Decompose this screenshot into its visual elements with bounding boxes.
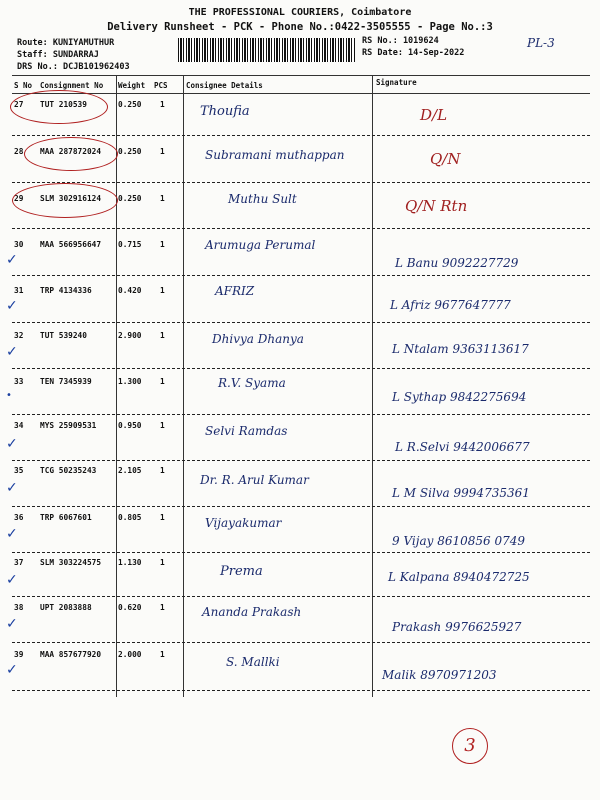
- check-mark-icon: ✓: [6, 252, 18, 268]
- runsheet-title: Delivery Runsheet - PCK - Phone No.:0422-3505555 - Page No.:3: [107, 21, 493, 33]
- row-consignee: Subramani muthappan: [205, 148, 345, 162]
- row-pcs: 1: [160, 558, 165, 567]
- row-consignment: TEN 7345939: [40, 377, 92, 386]
- row-pcs: 1: [160, 377, 165, 386]
- red-circle-mark: [24, 137, 118, 171]
- page-mark-circle: 3: [452, 728, 488, 764]
- row-consignee: S. Mallki: [226, 655, 280, 669]
- row-weight: 1.130: [118, 558, 142, 567]
- row-sno: 32: [14, 331, 24, 340]
- row-divider: [12, 552, 590, 553]
- row-signature: L Kalpana 8940472725: [388, 570, 530, 584]
- row-divider: [12, 414, 590, 415]
- row-pcs: 1: [160, 466, 165, 475]
- row-weight: 0.620: [118, 603, 142, 612]
- row-signature: Prakash 9976625927: [392, 620, 522, 634]
- row-consignment: MAA 857677920: [40, 650, 102, 659]
- row-consignment: TUT 539240: [40, 331, 87, 340]
- row-divider: [12, 368, 590, 369]
- row-sno: 37: [14, 558, 24, 567]
- red-circle-mark: [10, 90, 108, 124]
- row-consignee: Dr. R. Arul Kumar: [200, 473, 309, 487]
- row-pcs: 1: [160, 421, 165, 430]
- row-pcs: 1: [160, 194, 165, 203]
- row-pcs: 1: [160, 240, 165, 249]
- row-divider: [12, 182, 590, 183]
- row-consignment: TCG 50235243: [40, 466, 97, 475]
- row-sno: 31: [14, 286, 24, 295]
- row-consignee: Dhivya Dhanya: [212, 332, 304, 346]
- row-pcs: 1: [160, 331, 165, 340]
- row-divider: [12, 690, 590, 691]
- row-signature: L Ntalam 9363113617: [392, 342, 529, 356]
- row-consignment: UPT 2083888: [40, 603, 92, 612]
- row-pcs: 1: [160, 100, 165, 109]
- staff-label: Staff: SUNDARRAJ: [17, 50, 99, 60]
- row-weight: 0.805: [118, 513, 142, 522]
- row-weight: 2.000: [118, 650, 142, 659]
- check-mark-icon: ✓: [6, 480, 18, 496]
- row-consignee: Thoufia: [200, 104, 250, 119]
- check-mark-icon: ✓: [6, 436, 18, 452]
- row-consignment: TRP 6067601: [40, 513, 92, 522]
- drs-number: DRS No.: DCJB101962403: [17, 62, 130, 72]
- row-sno: 30: [14, 240, 24, 249]
- row-signature: Malik 8970971203: [382, 668, 497, 682]
- row-sno: 27: [14, 100, 24, 109]
- divider-weight: [116, 75, 117, 697]
- dot-mark-icon: •: [6, 390, 12, 401]
- col-weight: Weight: [118, 81, 146, 90]
- header-top-rule: [12, 75, 590, 76]
- divider-signature: [372, 75, 373, 697]
- col-sno: S No: [14, 81, 33, 90]
- row-weight: 0.250: [118, 147, 142, 156]
- check-mark-icon: ✓: [6, 662, 18, 678]
- row-divider: [12, 275, 590, 276]
- row-divider: [12, 322, 590, 323]
- row-consignee: Vijayakumar: [205, 516, 282, 530]
- check-mark-icon: ✓: [6, 344, 18, 360]
- row-divider: [12, 135, 590, 136]
- col-pcs: PCS: [154, 81, 168, 90]
- row-consignment: TUT 210539: [40, 100, 87, 109]
- red-circle-mark: [12, 183, 118, 218]
- row-divider: [12, 228, 590, 229]
- company-title: THE PROFESSIONAL COURIERS, Coimbatore: [188, 7, 412, 18]
- divider-consignee: [183, 75, 184, 697]
- row-divider: [12, 460, 590, 461]
- check-mark-icon: ✓: [6, 572, 18, 588]
- row-signature: L M Silva 9994735361: [392, 486, 530, 500]
- row-consignee: Selvi Ramdas: [205, 424, 288, 438]
- col-signature: Signature: [376, 78, 417, 87]
- row-consignee: Prema: [220, 564, 263, 579]
- rs-date: RS Date: 14-Sep-2022: [362, 48, 465, 58]
- row-signature: L Afriz 9677647777: [390, 298, 511, 312]
- row-pcs: 1: [160, 147, 165, 156]
- row-sno: 34: [14, 421, 24, 430]
- row-sno: 38: [14, 603, 24, 612]
- row-consignee: Muthu Sult: [228, 192, 297, 206]
- row-sno: 28: [14, 147, 24, 156]
- row-consignment: SLM 303224575: [40, 558, 102, 567]
- row-weight: 0.420: [118, 286, 142, 295]
- row-signature: Q/N Rtn: [405, 197, 468, 215]
- row-consignment: MAA 566956647: [40, 240, 102, 249]
- row-weight: 0.250: [118, 194, 142, 203]
- row-weight: 0.715: [118, 240, 142, 249]
- row-consignment: MAA 287872024: [40, 147, 102, 156]
- row-signature: L R.Selvi 9442006677: [395, 440, 530, 454]
- row-pcs: 1: [160, 603, 165, 612]
- check-mark-icon: ✓: [6, 616, 18, 632]
- rs-number: RS No.: 1019624: [362, 36, 439, 46]
- barcode-image: [178, 38, 355, 62]
- row-consignment: SLM 302916124: [40, 194, 102, 203]
- corner-note: PL-3: [527, 36, 555, 50]
- row-consignee: AFRIZ: [215, 284, 255, 298]
- row-weight: 0.250: [118, 100, 142, 109]
- col-consignment: Consignment No: [40, 81, 104, 90]
- row-signature: L Sythap 9842275694: [392, 390, 527, 404]
- row-sno: 33: [14, 377, 24, 386]
- row-weight: 1.300: [118, 377, 142, 386]
- row-divider: [12, 642, 590, 643]
- row-divider: [12, 506, 590, 507]
- row-consignee: Ananda Prakash: [202, 605, 302, 619]
- row-sno: 36: [14, 513, 24, 522]
- row-pcs: 1: [160, 650, 165, 659]
- row-weight: 0.950: [118, 421, 142, 430]
- row-signature: Q/N: [430, 150, 461, 168]
- row-divider: [12, 596, 590, 597]
- col-consignee: Consignee Details: [186, 81, 263, 90]
- route-label: Route: KUNIYAMUTHUR: [17, 38, 115, 48]
- row-weight: 2.900: [118, 331, 142, 340]
- row-consignee: Arumuga Perumal: [205, 238, 316, 252]
- row-signature: 9 Vijay 8610856 0749: [392, 534, 526, 548]
- row-signature: L Banu 9092227729: [395, 256, 519, 270]
- row-weight: 2.105: [118, 466, 142, 475]
- row-consignment: MYS 25909531: [40, 421, 97, 430]
- row-sno: 35: [14, 466, 24, 475]
- row-pcs: 1: [160, 513, 165, 522]
- row-sno: 29: [14, 194, 24, 203]
- check-mark-icon: ✓: [6, 298, 18, 314]
- row-signature: D/L: [420, 106, 448, 124]
- row-sno: 39: [14, 650, 24, 659]
- row-pcs: 1: [160, 286, 165, 295]
- row-consignee: R.V. Syama: [218, 376, 286, 390]
- row-consignment: TRP 4134336: [40, 286, 92, 295]
- header-bottom-rule: [12, 93, 590, 94]
- check-mark-icon: ✓: [6, 526, 18, 542]
